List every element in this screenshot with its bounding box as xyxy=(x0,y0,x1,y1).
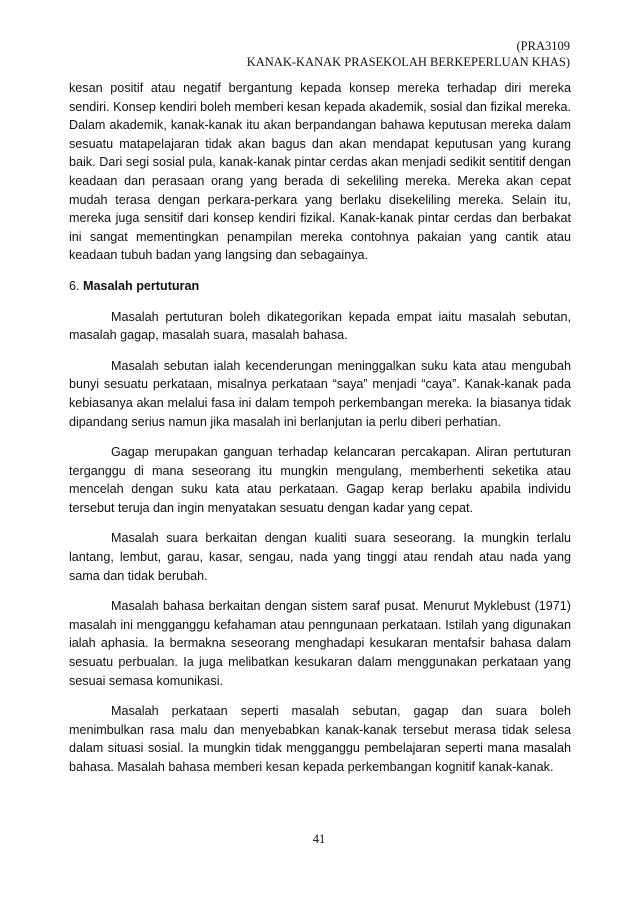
course-title: KANAK-KANAK PRASEKOLAH BERKEPERLUAN KHAS) xyxy=(246,55,570,69)
course-code: (PRA3109 xyxy=(516,39,570,53)
section-heading xyxy=(69,277,571,296)
page-number: 41 xyxy=(312,832,326,846)
paragraph-kategori: Masalah pertuturan boleh dikategorikan kepada empat iaitu masalah sebutan, masalah gagap, masalah suara, masalah bahasa. xyxy=(69,309,571,343)
paragraph-sebutan: Masalah sebutan ialah kecenderungan meninggalkan suku kata atau mengubah bunyi sesuatu perkataan, misalnya perkataan “saya” menjadi “caya”. Kanak-kanak pada kebiasanya akan melalui fasa ini dalam tempoh perkembangan mereka. Ia biasanya tidak dipandang serius namun jika masalah ini berlanjutan ia perlu diberi perhatian. xyxy=(69,358,571,429)
section-number: 6. xyxy=(69,278,80,293)
page-header xyxy=(247,38,570,70)
paragraph-gagap: Gagap merupakan ganguan terhadap kelancaran percakapan. Aliran pertuturan terganggu di mana seseorang itu mungkin mengulang, memberhenti seketika atau mencelah dengan suku kata atau perkataan. Gagap kerap berlaku apabila individu tersebut teruja dan ingin menyatakan sesuatu dengan kadar yang cepat. xyxy=(69,445,571,515)
paragraph-kesan: Masalah perkataan seperti masalah sebutan, gagap dan suara boleh menimbulkan rasa malu dan menyebabkan kanak-kanak tersebut merasa tidak selesa dalam situasi sosial. Ia mungkin tidak mengganggu pembelajaran seperti mana masalah bahasa. Masalah bahasa memberi kesan kepada perkembangan kognitif kanak-kanak. xyxy=(69,704,571,774)
section-title: Masalah pertuturan xyxy=(83,278,200,293)
paragraph-suara: Masalah suara berkaitan dengan kualiti suara seseorang. Ia mungkin terlalu lantang, lembut, garau, kasar, sengau, nada yang tinggi atau rendah atau nada yang sama dan tidak berubah. xyxy=(69,531,571,583)
paragraph-bahasa: Masalah bahasa berkaitan dengan sistem saraf pusat. Menurut Myklebust (1971) masalah ini mengganggu kefahaman atau penngunaan perkataan. Istilah yang digunakan ialah aphasia. Ia bermakna seseorang menghadapi kesukaran mentafsir bahasa dalam sesuatu perbualan. Ia juga melibatkan kesukaran dalam menggunakan perkataan yang sesuai semasa komunikasi. xyxy=(69,599,571,688)
paragraph-konsep-kendiri: kesan positif atau negatif bergantung kepada konsep mereka terhadap diri mereka sendiri. Konsep kendiri boleh memberi kesan kepada akademik, sosial dan fizikal mereka. Dalam akademik, kanak-kanak itu akan berpandangan bahawa keputusan mereka dalam sesuatu matapelajaran tidak akan bagus dan akan mendapat keputusan yang kurang baik. Dari segi sosial pula, kanak-kanak pintar cerdas akan menjadi sedikit sentitif dengan keadaan dan perasaan orang yang berada di sekeliling mereka. Mereka akan cepat mudah terasa dengan perkara-perkara yang berlaku disekeliling mereka. Selain itu, mereka juga sensitif dari konsep kendiri fizikal. Kanak-kanak pintar cerdas dan berbakat ini sangat mementingkan penampilan mereka contohnya pakaian yang cantik atau keadaan tubuh badan yang langsing dan sebagainya. xyxy=(69,81,571,263)
document-body xyxy=(69,79,571,789)
